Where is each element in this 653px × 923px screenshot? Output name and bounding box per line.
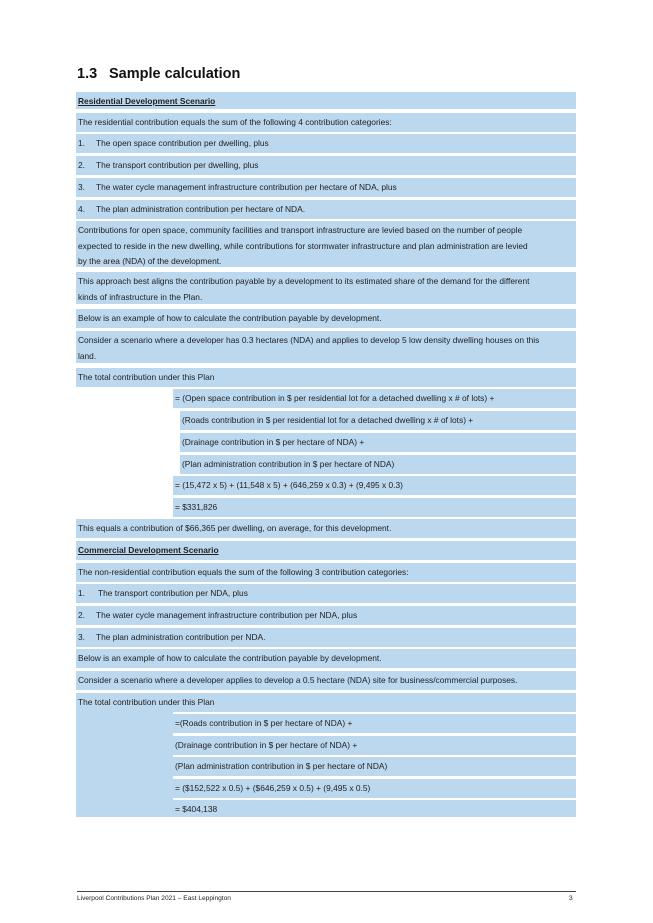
residential-formula-line-2: (Roads contribution in $ per residential lot for a detached dwelling x # of lots) + bbox=[180, 411, 576, 430]
page-number: 3 bbox=[569, 895, 573, 902]
residential-intro: The residential contribution equals the sum of the following 4 contribution categories: bbox=[76, 113, 576, 132]
residential-total-intro: The total contribution under this Plan bbox=[76, 368, 576, 387]
section-heading bbox=[77, 66, 240, 82]
residential-para-3: Below is an example of how to calculate the contribution payable by development. bbox=[76, 309, 576, 328]
residential-item-1 bbox=[76, 134, 576, 153]
commercial-subheading: Commercial Development Scenario bbox=[76, 541, 576, 560]
item-number: 2. bbox=[78, 610, 85, 620]
residential-para-2 bbox=[76, 272, 576, 304]
section-number: 1.3 bbox=[77, 66, 98, 82]
residential-formula-total: = $331,826 bbox=[173, 498, 576, 517]
item-text: The transport contribution per dwelling, plus bbox=[96, 160, 259, 170]
footer-title: Liverpool Contributions Plan 2021 – East Leppington bbox=[77, 895, 231, 902]
residential-conclusion: This equals a contribution of $66,365 per dwelling, on average, for this development. bbox=[76, 519, 576, 538]
item-text: The water cycle management infrastructure contribution per NDA, plus bbox=[96, 610, 358, 620]
formula-left-margin-fill bbox=[76, 712, 173, 817]
commercial-formula-total: = $404,138 bbox=[173, 800, 576, 817]
item-text: The open space contribution per dwelling, plus bbox=[96, 138, 269, 148]
residential-para-4 bbox=[76, 331, 576, 363]
commercial-formula-line-4: = ($152,522 x 0.5) + ($646,259 x 0.5) + (9,495 x 0.5) bbox=[173, 779, 576, 798]
item-text: The plan administration contribution per NDA. bbox=[96, 632, 266, 642]
commercial-formula-line-3: (Plan administration contribution in $ per hectare of NDA) bbox=[173, 757, 576, 776]
para-line: This approach best aligns the contribution payable by a development to its estimated share of the demand for the different bbox=[78, 276, 530, 286]
item-text: The water cycle management infrastructure contribution per hectare of NDA, plus bbox=[96, 182, 397, 192]
commercial-total-intro: The total contribution under this Plan bbox=[76, 693, 576, 712]
item-number: 3. bbox=[78, 182, 85, 192]
item-text: The plan administration contribution per hectare of NDA. bbox=[96, 204, 306, 214]
residential-formula-line-4: (Plan administration contribution in $ per hectare of NDA) bbox=[180, 455, 576, 474]
commercial-item-1 bbox=[76, 584, 576, 603]
item-number: 1. bbox=[78, 588, 85, 598]
para-line: land. bbox=[78, 350, 97, 361]
residential-formula-line-3: (Drainage contribution in $ per hectare of NDA) + bbox=[180, 433, 576, 452]
commercial-formula-line-1: =(Roads contribution in $ per hectare of NDA) + bbox=[173, 714, 576, 733]
commercial-item-3 bbox=[76, 628, 576, 647]
residential-item-3 bbox=[76, 178, 576, 197]
commercial-item-2 bbox=[76, 606, 576, 625]
para-line: Contributions for open space, community facilities and transport infrastructure are levied based on the number of people bbox=[78, 225, 523, 235]
para-line: kinds of infrastructure in the Plan. bbox=[78, 291, 203, 302]
item-number: 3. bbox=[78, 632, 85, 642]
residential-item-2 bbox=[76, 156, 576, 175]
item-number: 2. bbox=[78, 160, 85, 170]
item-number: 1. bbox=[78, 138, 85, 148]
item-number: 4. bbox=[78, 204, 85, 214]
commercial-para-2: Consider a scenario where a developer applies to develop a 0.5 hectare (NDA) site for business/commercial purposes. bbox=[76, 671, 576, 690]
para-line: expected to reside in the new dwelling, while contributions for stormwater infrastructure and plan administration are levied bbox=[78, 240, 528, 251]
residential-subheading: Residential Development Scenario bbox=[76, 92, 576, 109]
residential-para-1 bbox=[76, 221, 576, 267]
residential-formula-line-5: = (15,472 x 5) + (11,548 x 5) + (646,259 x 0.3) + (9,495 x 0.3) bbox=[173, 476, 576, 495]
section-title: Sample calculation bbox=[109, 66, 241, 82]
commercial-intro: The non-residential contribution equals the sum of the following 3 contribution categories: bbox=[76, 563, 576, 582]
para-line: Consider a scenario where a developer has 0.3 hectares (NDA) and applies to develop 5 low density dwelling houses on this bbox=[78, 335, 540, 345]
item-text: The transport contribution per NDA, plus bbox=[98, 588, 248, 598]
residential-item-4 bbox=[76, 200, 576, 219]
footer-divider bbox=[77, 891, 576, 892]
para-line: by the area (NDA) of the development. bbox=[78, 256, 222, 266]
commercial-para-1: Below is an example of how to calculate the contribution payable by development. bbox=[76, 649, 576, 668]
commercial-formula-line-2: (Drainage contribution in $ per hectare of NDA) + bbox=[173, 736, 576, 755]
residential-formula-line-1: = (Open space contribution in $ per residential lot for a detached dwelling x # of lots) + bbox=[173, 389, 576, 408]
